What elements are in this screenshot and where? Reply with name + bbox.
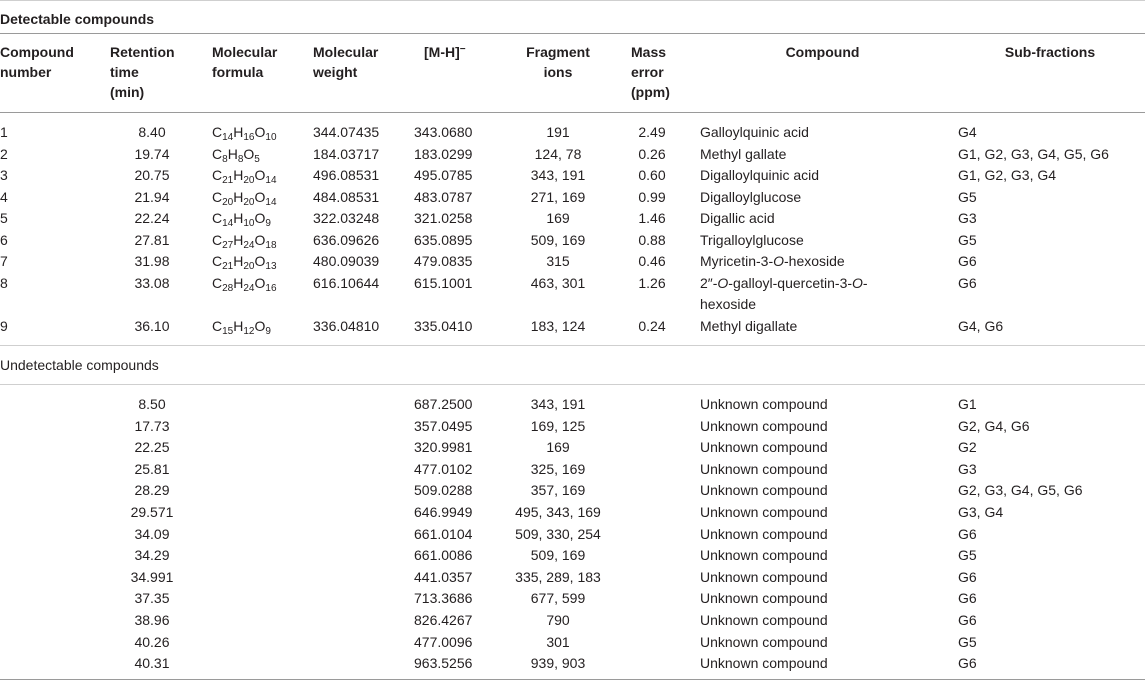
header-fragment-ions: Fragment ions — [526, 44, 590, 80]
fragment-ions: 325, 169 — [530, 460, 586, 477]
header-retention-time: Retention time (min) — [110, 44, 175, 100]
header-molecular-weight: Molecular weight — [313, 44, 379, 80]
compound-name-cont: hexoside — [700, 296, 757, 312]
mass-error: 2.49 — [638, 124, 666, 140]
sub-fractions: G6 — [958, 275, 977, 291]
compound-number: 6 — [0, 232, 8, 248]
sub-fractions: G3 — [958, 210, 977, 226]
sub-fractions: G6 — [958, 525, 977, 542]
molecular-formula: $C_{28}H_{24}O_{16}$ — [212, 275, 277, 294]
compound-name: Unknown compound — [700, 439, 828, 456]
mh-value: 320.9981 — [414, 439, 473, 456]
mh-value: 357.0495 — [414, 417, 473, 434]
fragment-ions: 463, 301 — [530, 275, 586, 291]
fragment-ions: 271, 169 — [530, 189, 586, 205]
header-molecular-formula: Molecular formula — [212, 44, 278, 80]
sub-fractions: G5 — [958, 232, 977, 248]
retention-time: 22.24 — [134, 210, 170, 226]
compound-name: Unknown compound — [700, 482, 828, 499]
compound-number: 3 — [0, 167, 8, 183]
retention-time: 28.29 — [134, 482, 170, 499]
molecular-weight: 496.08531 — [313, 167, 380, 183]
fragment-ions: 169 — [546, 439, 570, 456]
compound-name: Digallic acid — [700, 210, 775, 226]
sub-fractions: G1, G2, G3, G4 — [958, 167, 1057, 183]
fragment-ions: 790 — [546, 612, 570, 628]
fragment-ions: 495, 343, 169 — [515, 504, 601, 520]
header-compound: Compound — [785, 44, 860, 60]
molecular-formula: $C_{15}H_{12}O_9$ — [212, 318, 271, 337]
molecular-weight: 636.09626 — [313, 232, 380, 248]
compound-name: 2″-O-galloyl-quercetin-3-O- — [700, 275, 868, 291]
compound-number: 2 — [0, 146, 8, 162]
mh-value: 477.0102 — [414, 460, 473, 477]
mh-value: 661.0104 — [414, 525, 473, 542]
retention-time: 38.96 — [134, 612, 170, 628]
top-rule — [0, 0, 1145, 1]
fragment-ions: 509, 330, 254 — [515, 525, 601, 542]
retention-time: 8.50 — [138, 396, 166, 412]
mh-value: 826.4267 — [414, 612, 473, 628]
sub-fractions: G6 — [958, 655, 977, 672]
retention-time: 34.991 — [130, 568, 174, 585]
molecular-weight: 484.08531 — [313, 189, 380, 205]
header-compound-number: Compound number — [0, 44, 74, 80]
mh-value: 477.0096 — [414, 633, 473, 650]
sub-fractions: G1, G2, G3, G4, G5, G6 — [958, 146, 1109, 162]
sub-fractions: G2, G3, G4, G5, G6 — [958, 482, 1083, 499]
sub-fractions: G5 — [958, 547, 977, 564]
molecular-weight: 616.10644 — [313, 275, 380, 291]
sub-fractions: G4, G6 — [958, 318, 1004, 334]
sub-fractions: G6 — [958, 253, 977, 269]
retention-time: 40.26 — [134, 633, 170, 650]
mass-error: 0.99 — [638, 189, 666, 205]
compound-name: Unknown compound — [700, 633, 828, 650]
sub-fractions: G6 — [958, 590, 977, 607]
retention-time: 22.25 — [134, 439, 170, 456]
mass-error: 0.24 — [638, 318, 666, 334]
molecular-formula: $C_{20}H_{20}O_{14}$ — [212, 189, 277, 208]
retention-time: 34.09 — [134, 525, 170, 542]
undetectable-section-title: Undetectable compounds — [0, 357, 159, 373]
mh-value: 661.0086 — [414, 547, 473, 564]
molecular-weight: 184.03717 — [313, 146, 380, 162]
compound-name: Digalloylglucose — [700, 189, 802, 205]
compound-number: 4 — [0, 189, 8, 205]
compound-name: Unknown compound — [700, 417, 828, 434]
retention-time: 20.75 — [134, 167, 170, 183]
compound-name: Unknown compound — [700, 504, 828, 520]
mh-value: 183.0299 — [414, 146, 473, 162]
molecular-weight: 336.04810 — [313, 318, 380, 334]
mh-value: 479.0835 — [414, 253, 473, 269]
retention-time: 21.94 — [134, 189, 170, 205]
compound-name: Unknown compound — [700, 547, 828, 564]
mh-value: 335.0410 — [414, 318, 473, 334]
sub-fractions: G2 — [958, 439, 977, 456]
compound-name: Unknown compound — [700, 655, 828, 672]
retention-time: 25.81 — [134, 460, 170, 477]
retention-time: 40.31 — [134, 655, 170, 672]
sub-fractions: G3 — [958, 460, 977, 477]
compound-name: Trigalloylglucose — [700, 232, 804, 248]
sub-fractions: G5 — [958, 189, 977, 205]
compound-number: 7 — [0, 253, 8, 269]
fragment-ions: 183, 124 — [530, 318, 586, 334]
sub-fractions: G5 — [958, 633, 977, 650]
mh-value: 646.9949 — [414, 504, 473, 520]
mass-error: 1.46 — [638, 210, 666, 226]
sub-fractions: G6 — [958, 612, 977, 628]
mh-value: 483.0787 — [414, 189, 473, 205]
mh-value: 509.0288 — [414, 482, 473, 499]
retention-time: 33.08 — [134, 275, 170, 291]
retention-time: 29.571 — [130, 504, 174, 520]
mass-error: 0.46 — [638, 253, 666, 269]
compound-number: 1 — [0, 124, 8, 140]
compound-name: Unknown compound — [700, 525, 828, 542]
mh-value: 321.0258 — [414, 210, 473, 226]
fragment-ions: 315 — [546, 253, 570, 269]
fragment-ions: 301 — [546, 633, 570, 650]
molecular-weight: 344.07435 — [313, 124, 380, 140]
undetectable-top-rule — [0, 345, 1145, 346]
mh-value: 495.0785 — [414, 167, 473, 183]
mh-value: 635.0895 — [414, 232, 473, 248]
retention-time: 19.74 — [134, 146, 170, 162]
compound-name: Digalloylquinic acid — [700, 167, 820, 183]
fragment-ions: 191 — [546, 124, 570, 140]
header-mass-error: Mass error (ppm) — [631, 44, 670, 100]
molecular-formula: $C_{21}H_{20}O_{14}$ — [212, 167, 277, 186]
compound-name: Unknown compound — [700, 590, 828, 607]
retention-time: 27.81 — [134, 232, 170, 248]
mass-error: 0.88 — [638, 232, 666, 248]
mh-value: 343.0680 — [414, 124, 473, 140]
compound-number: 9 — [0, 318, 8, 334]
header-sub-fractions: Sub-fractions — [1004, 44, 1096, 60]
molecular-formula: $C_{27}H_{24}O_{18}$ — [212, 232, 277, 251]
undetectable-rule — [0, 384, 1145, 385]
bottom-rule — [0, 679, 1145, 680]
mh-value: 441.0357 — [414, 568, 473, 585]
compound-number: 5 — [0, 210, 8, 226]
molecular-weight: 322.03248 — [313, 210, 380, 226]
fragment-ions: 169 — [546, 210, 570, 226]
compound-name: Myricetin-3-O-hexoside — [700, 253, 845, 269]
retention-time: 31.98 — [134, 253, 170, 269]
sub-fractions: G6 — [958, 568, 977, 585]
header-rule — [0, 112, 1145, 113]
mh-value: 615.1001 — [414, 275, 473, 291]
compound-name: Unknown compound — [700, 396, 828, 412]
mh-value: 713.3686 — [414, 590, 473, 607]
fragment-ions: 939, 903 — [530, 655, 586, 672]
molecular-formula: $C_{21}H_{20}O_{13}$ — [212, 253, 277, 272]
fragment-ions: 343, 191 — [530, 167, 586, 183]
fragment-ions: 509, 169 — [530, 232, 586, 248]
header-mh: [M-H]− — [424, 44, 466, 60]
fragment-ions: 169, 125 — [530, 417, 586, 434]
molecular-formula: $C_{14}H_{16}O_{10}$ — [212, 124, 277, 143]
fragment-ions: 677, 599 — [530, 590, 586, 607]
mass-error: 0.60 — [638, 167, 666, 183]
mh-value: 963.5256 — [414, 655, 473, 672]
fragment-ions: 357, 169 — [530, 482, 586, 499]
mass-error: 0.26 — [638, 146, 666, 162]
sub-fractions: G2, G4, G6 — [958, 417, 1030, 434]
fragment-ions: 335, 289, 183 — [515, 568, 601, 585]
fragment-ions: 509, 169 — [530, 547, 586, 564]
retention-time: 37.35 — [134, 590, 170, 607]
compound-name: Methyl gallate — [700, 146, 787, 162]
retention-time: 8.40 — [138, 124, 166, 140]
mh-value: 687.2500 — [414, 396, 473, 412]
sub-fractions: G4 — [958, 124, 977, 140]
sub-fractions: G1 — [958, 396, 977, 412]
compound-number: 8 — [0, 275, 8, 291]
detectable-section-title: Detectable compounds — [0, 11, 155, 27]
mass-error: 1.26 — [638, 275, 666, 291]
fragment-ions: 343, 191 — [530, 396, 586, 412]
compound-name: Galloylquinic acid — [700, 124, 809, 140]
fragment-ions: 124, 78 — [534, 146, 582, 162]
sub-fractions: G3, G4 — [958, 504, 1004, 520]
compound-name: Unknown compound — [700, 612, 828, 628]
retention-time: 36.10 — [134, 318, 170, 334]
retention-time: 34.29 — [134, 547, 170, 564]
section-rule — [0, 33, 1145, 34]
compound-name: Unknown compound — [700, 568, 828, 585]
compound-name: Unknown compound — [700, 460, 828, 477]
retention-time: 17.73 — [134, 417, 170, 434]
molecular-formula: $C_{14}H_{10}O_9$ — [212, 210, 271, 229]
molecular-formula: $C_8H_8O_5$ — [212, 146, 260, 165]
molecular-weight: 480.09039 — [313, 253, 380, 269]
compound-name: Methyl digallate — [700, 318, 798, 334]
